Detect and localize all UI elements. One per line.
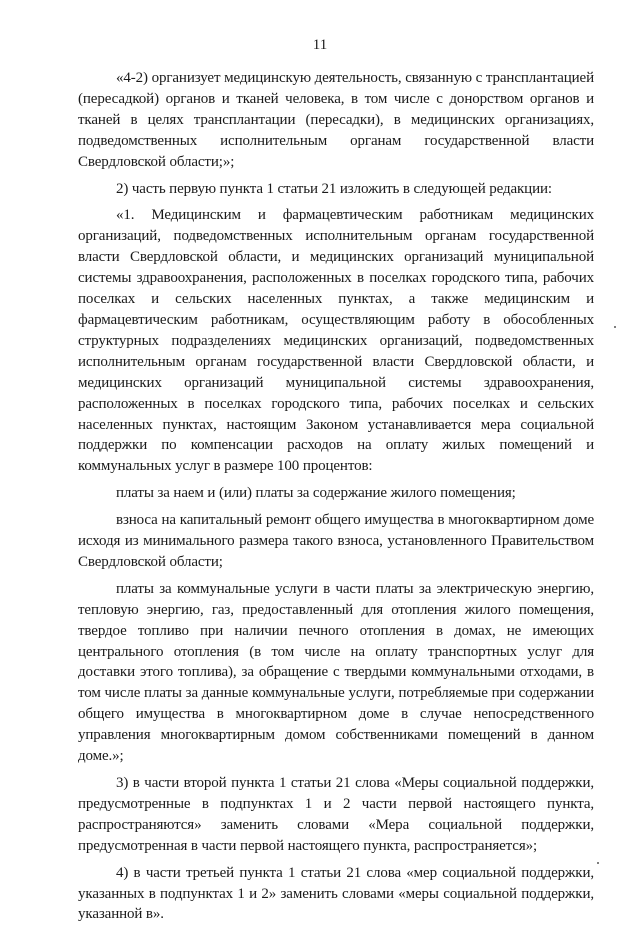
paragraph-article-21-part-1: «1. Медицинским и фармацевтическим работникам медицинских организаций, подведомственных исполнительным органам государственной власти Свердловской области, и медицинских организаций муниципальной системы здравоохранения, расположенных в поселках городского типа, рабочих поселках и сельских населенных пунктах, а также медицинским и фармацевтическим работникам, осуществляющим работу в обособленных структурных подразделениях медицинских организаций, подведомственных исполнительным органам государственной власти Свердловской области, и медицинских организаций муниципальной системы здравоохранения, расположенных в поселках городского типа, рабочих поселках и сельских населенных пунктах, настоящим Законом устанавливается мера социальной поддержки по компенсации расходов на оплату жилых помещений и коммунальных услуг в размере 100 процентов: (78, 207, 594, 475)
paragraph-utility-payments: платы за коммунальные услуги в части платы за электрическую энергию, тепловую энергию, газ, предоставленный для отопления жилого помещения, твердое топливо при наличии печного отопления в домах, не имеющих центрального отопления (в том числе на оплату транспортных услуг для доставки этого топлива), за обращение с твердыми коммунальными отходами, в том числе платы за данные коммунальные услуги, потребляемые при содержании общего имущества в многоквартирном доме в случае непосредственного управления многоквартирным домом собственниками помещений в данном доме.»; (78, 580, 594, 765)
scan-speck (614, 326, 616, 328)
document-body (78, 68, 594, 925)
paragraph-amendment-3: 3) в части второй пункта 1 статьи 21 слова «Меры социальной поддержки, предусмотренные в подпунктах 1 и 2 части первой настоящего пункта, распространяются» заменить словами «Мера социальной поддержки, предусмотренная в части первой настоящего пункта, распространяется»; (78, 775, 594, 854)
paragraph-item-4-2: «4-2) организует медицинскую деятельность, связанную с трансплантацией (пересадкой) органов и тканей человека, в том числе с донорством органов и тканей в целях трансплантации (пересадки), в медицинских организациях, подведомственных исполнительным органам государственной власти Свердловской области;»; (78, 70, 594, 170)
paragraph-amendment-2: 2) часть первую пункта 1 статьи 21 изложить в следующей редакции: (116, 180, 552, 197)
paragraph-rent-payment: платы за наем и (или) платы за содержание жилого помещения; (116, 485, 516, 502)
scan-speck (597, 862, 599, 864)
paragraph-amendment-4: 4) в части третьей пункта 1 статьи 21 слова «мер социальной поддержки, указанных в подпунктах 1 и 2» заменить словами «меры социальной поддержки, указанной в». (78, 864, 594, 923)
paragraph-capital-repair: взноса на капитальный ремонт общего имущества в многоквартирном доме исходя из минимального размера такого взноса, установленного Правительством Свердловской области; (78, 512, 594, 570)
page-number: 11 (312, 37, 328, 53)
